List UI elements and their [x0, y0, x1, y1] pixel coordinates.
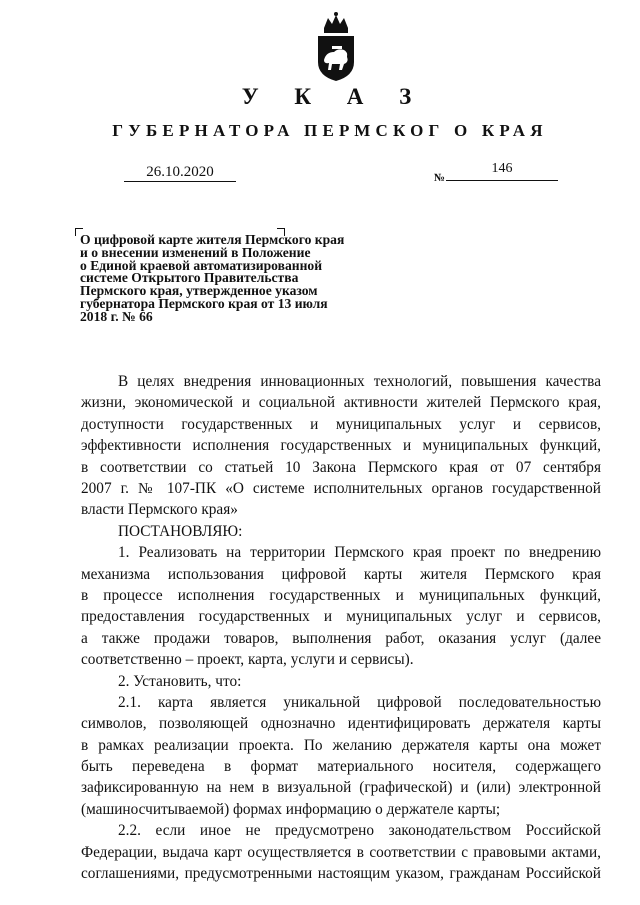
text-line: 2. Установить, что:	[118, 672, 242, 690]
document-number: 146	[446, 160, 558, 181]
document-title	[80, 234, 400, 324]
text-line: в процессе исполнения государственных и муниципальных функций,	[81, 586, 601, 604]
text-line: 2007 г. № 107-ПК «О системе исполнительных органов государственной	[81, 479, 601, 497]
document-subheading: ГУБЕРНАТОРА ПЕРМСКОГ О КРАЯ	[112, 121, 548, 140]
text-line: В целях внедрения инновационных технологий, повышения качества	[118, 373, 601, 390]
text-line: Федерации, выдача карт осуществляется в соответствии с правовыми актами,	[81, 843, 601, 861]
title-line: и о внесении изменений в Положение	[80, 244, 311, 260]
text-line: 2.2. если иное не предусмотрено законодательством Российской	[118, 822, 601, 840]
decree-word: ПОСТАНОВЛЯЮ:	[118, 522, 243, 540]
text-line: в соответствии со статьей 10 Закона Пермского края от 07 сентября	[81, 458, 601, 476]
text-line: механизма использования цифровой карты жителя Пермского края	[81, 565, 601, 583]
item-1	[81, 542, 601, 670]
item-2-2	[81, 820, 601, 884]
text-line: жизни, экономической и социальной активности жителей Пермского края,	[81, 394, 601, 412]
text-line: быть переведена в формат материального носителя, содержащего	[81, 758, 601, 776]
text-line: эффективности исполнения государственных и муниципальных функций,	[81, 437, 601, 455]
title-line: Пермского края, утвержденное указом	[80, 283, 318, 299]
title-line: губернатора Пермского края от 13 июля	[80, 295, 328, 311]
text-line: 1. Реализовать на территории Пермского края проект по внедрению	[118, 544, 601, 562]
text-line: власти Пермского края»	[81, 501, 238, 519]
text-line: соглашениями, предусмотренными настоящим указом, гражданам Российской	[81, 865, 601, 883]
document-date: 26.10.2020	[124, 163, 236, 182]
text-line: а также продажи товаров, выполнения работ, оказания услуг (далее	[81, 629, 601, 647]
title-line: О цифровой карте жителя Пермского края	[80, 232, 345, 247]
title-line: о Единой краевой автоматизированной	[80, 257, 323, 273]
title-line: системе Открытого Правительства	[80, 270, 299, 286]
perm-krai-coat-of-arms-icon	[314, 10, 358, 82]
text-line: предоставления государственных и муниципальных услуг и сервисов,	[81, 608, 601, 626]
title-line: 2018 г. № 66	[80, 308, 153, 324]
text-line: 2.1. карта является уникальной цифровой последовательностью	[118, 693, 601, 711]
item-2-1	[81, 692, 601, 820]
document-body	[81, 371, 601, 884]
text-line: (машиносчитываемой) формах информацию о держателе карты;	[81, 800, 501, 818]
document-heading: У К А З	[241, 84, 427, 109]
text-line: соответственно – проект, карта, услуги и сервисы).	[81, 651, 414, 669]
text-line: в рамках реализации проекта. По желанию держателя карты она может	[81, 736, 601, 754]
text-line: символов, позволяющей однозначно идентифицировать держателя карты	[81, 715, 601, 733]
text-line: доступности государственных и муниципальных услуг и сервисов,	[81, 415, 601, 433]
text-line: зафиксированную на нем в визуальной (графической) и (или) электронной	[81, 779, 601, 797]
preamble	[81, 371, 601, 521]
item-2	[81, 671, 601, 692]
number-sign: №	[434, 172, 446, 184]
